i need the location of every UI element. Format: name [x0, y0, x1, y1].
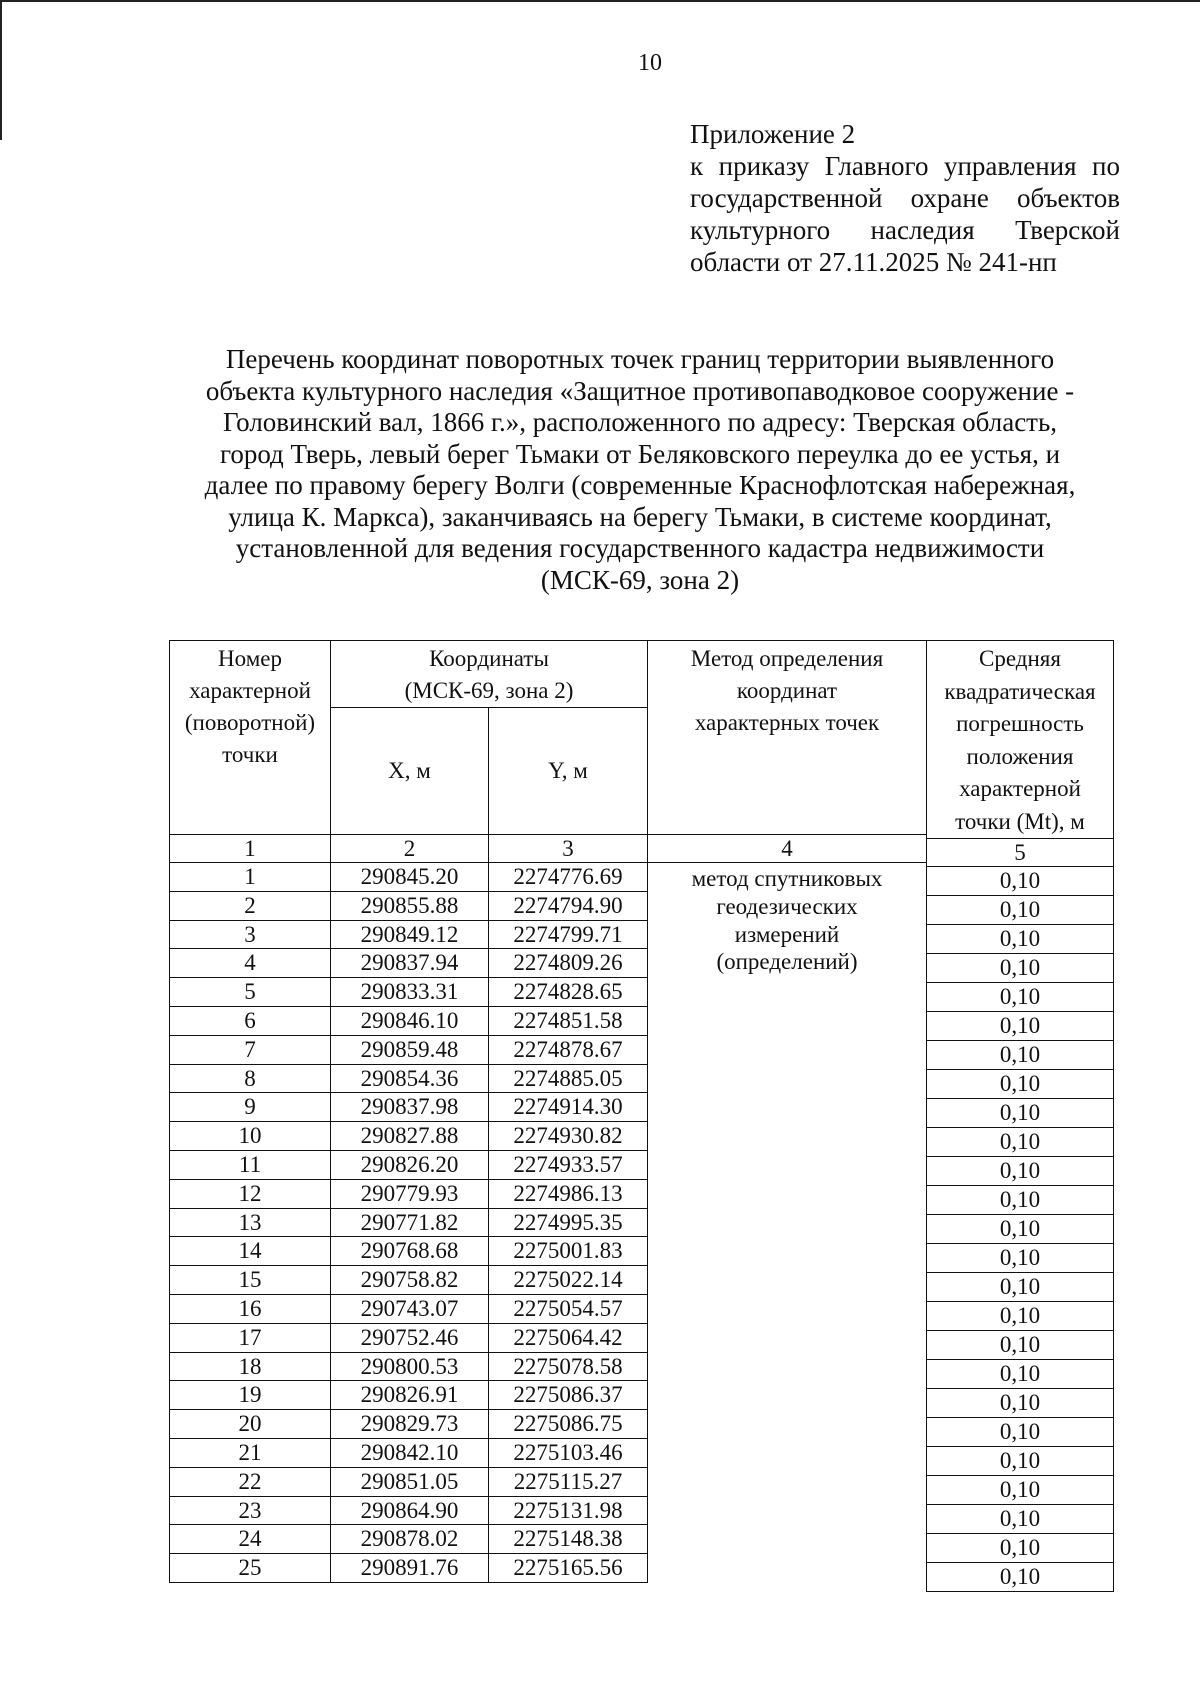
x-coordinate-cell: 290743.07: [331, 1294, 489, 1323]
header-text: Средняя: [979, 646, 1061, 671]
point-number-cell: 2: [170, 891, 331, 920]
point-number-cell: 1: [170, 863, 331, 892]
error-table: [926, 640, 1114, 1592]
error-row: [927, 1041, 1114, 1070]
header-coordinates: [331, 641, 648, 708]
error-row: [927, 1012, 1114, 1041]
header-text: точки: [222, 742, 278, 767]
page-number: 10: [638, 50, 662, 76]
y-coordinate-cell: 2274885.05: [489, 1064, 648, 1093]
error-value-cell: 0,10: [927, 896, 1114, 925]
y-coordinate-cell: 2275022.14: [489, 1266, 648, 1295]
point-number-cell: 3: [170, 920, 331, 949]
point-number-cell: 13: [170, 1208, 331, 1237]
y-coordinate-cell: 2274914.30: [489, 1093, 648, 1122]
point-number-cell: 23: [170, 1496, 331, 1525]
header-text: характерных точек: [694, 710, 880, 735]
document-title: [160, 344, 1120, 596]
x-coordinate-cell: 290864.90: [331, 1496, 489, 1525]
point-number-cell: 10: [170, 1122, 331, 1151]
method-cell: [648, 863, 927, 1583]
table-row: [170, 863, 927, 892]
error-value-cell: 0,10: [927, 1505, 1114, 1534]
method-text: измерений: [734, 921, 840, 947]
error-row: [927, 1099, 1114, 1128]
point-number-cell: 19: [170, 1381, 331, 1410]
method-text: метод спутниковых: [691, 866, 883, 891]
x-coordinate-cell: 290837.94: [331, 949, 489, 978]
header-text: характерной: [959, 776, 1081, 801]
column-number: 3: [489, 835, 648, 863]
annex-line-4: культурного наследия Тверской: [690, 215, 1120, 245]
error-row: [927, 1447, 1114, 1476]
y-coordinate-cell: 2275131.98: [489, 1496, 648, 1525]
point-number-cell: 5: [170, 978, 331, 1007]
title-line: объекта культурного наследия «Защитное противопаводковое сооружение -: [205, 375, 1075, 406]
column-number: 1: [170, 835, 331, 863]
header-text: (поворотной): [184, 710, 316, 735]
y-coordinate-cell: 2274851.58: [489, 1006, 648, 1035]
x-coordinate-cell: 290827.88: [331, 1122, 489, 1151]
error-value-cell: 0,10: [927, 1070, 1114, 1099]
error-row: [927, 1389, 1114, 1418]
x-coordinate-cell: 290854.36: [331, 1064, 489, 1093]
error-row: [927, 925, 1114, 954]
y-coordinate-cell: 2274776.69: [489, 863, 648, 892]
header-text: характерной: [189, 678, 311, 703]
error-value-cell: 0,10: [927, 1447, 1114, 1476]
error-value-cell: 0,10: [927, 954, 1114, 983]
y-coordinate-cell: 2275115.27: [489, 1467, 648, 1496]
x-coordinate-cell: 290851.05: [331, 1467, 489, 1496]
annex-block: [690, 118, 1120, 278]
error-value-cell: 0,10: [927, 925, 1114, 954]
y-coordinate-cell: 2274986.13: [489, 1179, 648, 1208]
error-value-cell: 0,10: [927, 1389, 1114, 1418]
header-text: квадратическая: [944, 678, 1096, 704]
x-coordinate-cell: 290758.82: [331, 1266, 489, 1295]
error-row: [927, 1157, 1114, 1186]
error-row: [927, 1128, 1114, 1157]
error-row: [927, 983, 1114, 1012]
point-number-cell: 11: [170, 1150, 331, 1179]
x-coordinate-cell: 290842.10: [331, 1438, 489, 1467]
title-line: Перечень координат поворотных точек границ территории выявленного: [225, 344, 1055, 374]
x-coordinate-cell: 290859.48: [331, 1035, 489, 1064]
point-number-cell: 14: [170, 1237, 331, 1266]
error-value-cell: 0,10: [927, 1099, 1114, 1128]
error-row: [927, 1360, 1114, 1389]
x-coordinate-cell: 290771.82: [331, 1208, 489, 1237]
y-coordinate-cell: 2275001.83: [489, 1237, 648, 1266]
header-method: [648, 641, 927, 835]
error-row: [927, 1273, 1114, 1302]
header-text: Координаты: [429, 646, 549, 671]
scan-top-edge: [0, 0, 1200, 2]
header-x: X, м: [331, 708, 489, 835]
point-number-cell: 9: [170, 1093, 331, 1122]
point-number-cell: 4: [170, 949, 331, 978]
error-value-cell: 0,10: [927, 1041, 1114, 1070]
point-number-cell: 17: [170, 1323, 331, 1352]
y-coordinate-cell: 2275054.57: [489, 1294, 648, 1323]
y-coordinate-cell: 2274794.90: [489, 891, 648, 920]
title-line: далее по правому берегу Волги (современные Краснофлотская набережная,: [204, 470, 1076, 500]
y-coordinate-cell: 2275086.75: [489, 1410, 648, 1439]
error-row: [927, 1534, 1114, 1563]
point-number-cell: 18: [170, 1352, 331, 1381]
method-text: геодезических: [716, 893, 858, 919]
error-row: [927, 896, 1114, 925]
x-coordinate-cell: 290768.68: [331, 1237, 489, 1266]
error-row: [927, 1418, 1114, 1447]
point-number-cell: 8: [170, 1064, 331, 1093]
y-coordinate-cell: 2274933.57: [489, 1150, 648, 1179]
title-line: установленной для ведения государственного кадастра недвижимости: [235, 533, 1045, 563]
error-value-cell: 0,10: [927, 867, 1114, 896]
error-value-cell: 0,10: [927, 1012, 1114, 1041]
x-coordinate-cell: 290826.91: [331, 1381, 489, 1410]
error-row: [927, 1476, 1114, 1505]
y-coordinate-cell: 2275103.46: [489, 1438, 648, 1467]
error-value-cell: 0,10: [927, 1215, 1114, 1244]
error-row: [927, 867, 1114, 896]
annex-line-3: государственной охране объектов: [690, 183, 1120, 213]
error-value-cell: 0,10: [927, 1244, 1114, 1273]
column-number: 2: [331, 835, 489, 863]
y-coordinate-cell: 2274809.26: [489, 949, 648, 978]
y-coordinate-cell: 2275078.58: [489, 1352, 648, 1381]
error-value-cell: 0,10: [927, 1563, 1114, 1592]
point-number-cell: 7: [170, 1035, 331, 1064]
y-coordinate-cell: 2274799.71: [489, 920, 648, 949]
error-value-cell: 0,10: [927, 1476, 1114, 1505]
error-row: [927, 1331, 1114, 1360]
x-coordinate-cell: 290826.20: [331, 1150, 489, 1179]
x-coordinate-cell: 290752.46: [331, 1323, 489, 1352]
error-value-cell: 0,10: [927, 1331, 1114, 1360]
error-row: [927, 1070, 1114, 1099]
y-coordinate-cell: 2274930.82: [489, 1122, 648, 1151]
point-number-cell: 20: [170, 1410, 331, 1439]
y-coordinate-cell: 2275148.38: [489, 1525, 648, 1554]
error-value-cell: 0,10: [927, 1273, 1114, 1302]
error-value-cell: 0,10: [927, 1534, 1114, 1563]
annex-line-1: Приложение 2: [690, 119, 856, 149]
error-row: [927, 1505, 1114, 1534]
x-coordinate-cell: 290891.76: [331, 1554, 489, 1583]
annex-line-5: области от 27.11.2025 № 241-нп: [690, 247, 1057, 277]
title-line: улица К. Маркса), заканчиваясь на берегу Тьмаки, в системе координат,: [228, 501, 1052, 532]
point-number-cell: 25: [170, 1554, 331, 1583]
method-text: (определений): [716, 949, 858, 975]
y-coordinate-cell: 2275165.56: [489, 1554, 648, 1583]
coordinates-table: [169, 640, 927, 1583]
error-row: [927, 1302, 1114, 1331]
header-y: Y, м: [489, 708, 648, 835]
header-text: Метод определения: [690, 646, 884, 671]
header-error: [927, 641, 1114, 839]
x-coordinate-cell: 290837.98: [331, 1093, 489, 1122]
error-value-cell: 0,10: [927, 1360, 1114, 1389]
header-text: точки (Mt), м: [955, 808, 1085, 834]
title-line: Головинский вал, 1866 г.», расположенного по адресу: Тверская область,: [222, 407, 1058, 437]
y-coordinate-cell: 2274878.67: [489, 1035, 648, 1064]
header-point-number: [170, 641, 331, 835]
point-number-cell: 16: [170, 1294, 331, 1323]
point-number-cell: 21: [170, 1438, 331, 1467]
point-number-cell: 12: [170, 1179, 331, 1208]
y-coordinate-cell: 2274828.65: [489, 978, 648, 1007]
error-row: [927, 1244, 1114, 1273]
error-value-cell: 0,10: [927, 1128, 1114, 1157]
x-coordinate-cell: 290829.73: [331, 1410, 489, 1439]
title-line: (МСК-69, зона 2): [540, 564, 740, 595]
point-number-cell: 15: [170, 1266, 331, 1295]
x-coordinate-cell: 290845.20: [331, 863, 489, 892]
y-coordinate-cell: 2275086.37: [489, 1381, 648, 1410]
annex-line-2: к приказу Главного управления по: [690, 151, 1120, 181]
point-number-cell: 22: [170, 1467, 331, 1496]
x-coordinate-cell: 290878.02: [331, 1525, 489, 1554]
point-number-cell: 24: [170, 1525, 331, 1554]
x-coordinate-cell: 290800.53: [331, 1352, 489, 1381]
x-coordinate-cell: 290855.88: [331, 891, 489, 920]
header-text: координат: [736, 678, 838, 703]
title-line: город Тверь, левый берег Тьмаки от Беляковского переулка до ее устья, и: [219, 438, 1061, 469]
x-coordinate-cell: 290846.10: [331, 1006, 489, 1035]
x-coordinate-cell: 290849.12: [331, 920, 489, 949]
column-number: 4: [648, 835, 927, 863]
error-row: [927, 1563, 1114, 1592]
error-row: [927, 954, 1114, 983]
header-text: положения: [966, 743, 1074, 769]
x-coordinate-cell: 290779.93: [331, 1179, 489, 1208]
x-coordinate-cell: 290833.31: [331, 978, 489, 1007]
header-text: Номер: [218, 646, 282, 671]
header-text: погрешность: [956, 711, 1084, 736]
error-value-cell: 0,10: [927, 1418, 1114, 1447]
error-value-cell: 0,10: [927, 1186, 1114, 1215]
error-value-cell: 0,10: [927, 1302, 1114, 1331]
error-row: [927, 1186, 1114, 1215]
column-number: 5: [927, 839, 1114, 867]
header-text: (МСК-69, зона 2): [404, 678, 574, 703]
y-coordinate-cell: 2275064.42: [489, 1323, 648, 1352]
y-coordinate-cell: 2274995.35: [489, 1208, 648, 1237]
error-value-cell: 0,10: [927, 983, 1114, 1012]
error-row: [927, 1215, 1114, 1244]
error-value-cell: 0,10: [927, 1157, 1114, 1186]
point-number-cell: 6: [170, 1006, 331, 1035]
